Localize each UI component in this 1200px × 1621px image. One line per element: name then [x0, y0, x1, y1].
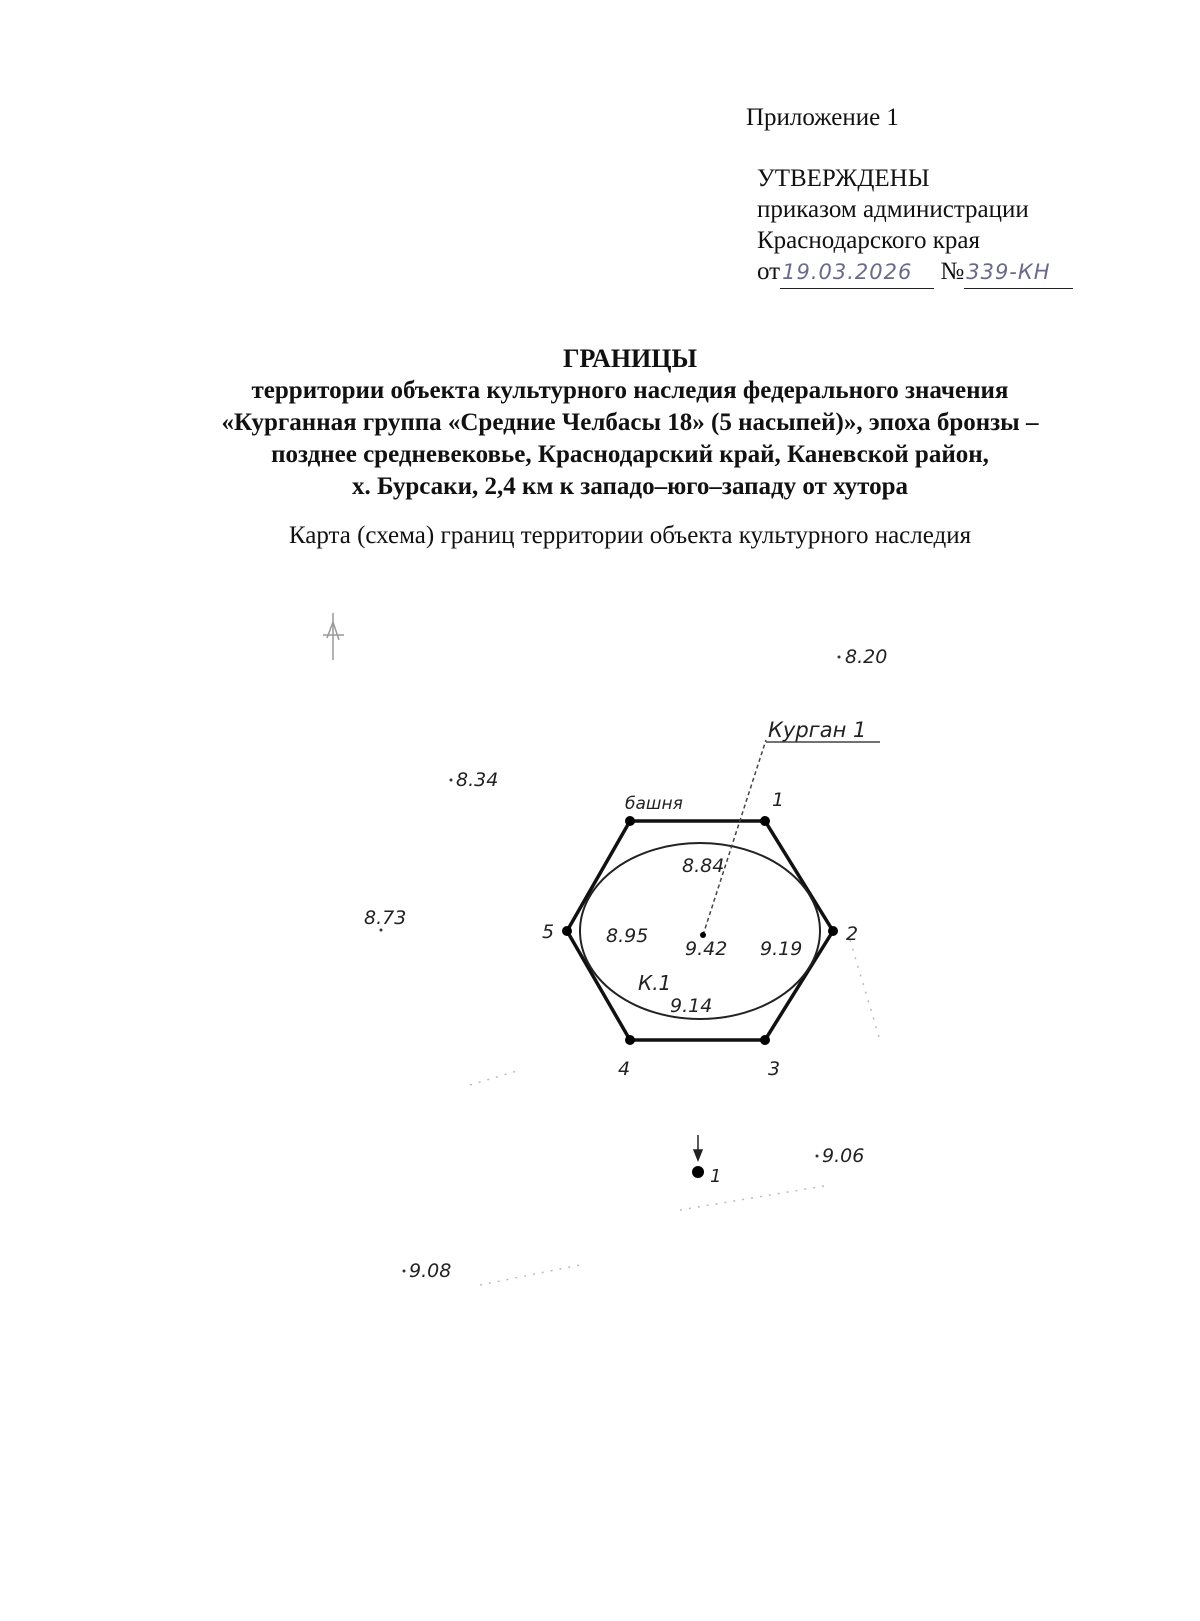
faint-lines	[470, 940, 880, 1285]
vertex-point-2	[828, 926, 838, 936]
elevation-9-19: 9.19	[760, 938, 803, 960]
elevation-9-42: 9.42	[685, 938, 728, 960]
title-line-3: позднее средневековье, Краснодарский край, Каневской район,	[271, 441, 989, 468]
benchmark-point	[692, 1166, 704, 1178]
tower-label: башня	[625, 794, 683, 814]
appendix-label: Приложение 1	[746, 104, 899, 131]
elevation-dot-8-34	[450, 779, 453, 782]
vertex-label-4: 4	[618, 1058, 631, 1080]
elevation-dot-8-73	[380, 929, 383, 932]
approval-order-line: приказом администрации	[757, 196, 1029, 223]
vertex-point-4	[625, 1035, 635, 1045]
map-subtitle: Карта (схема) границ территории объекта культурного наследия	[288, 522, 972, 549]
title-line-1: территории объекта культурного наследия федерального значения	[251, 377, 1009, 404]
kurgan-label: Курган 1	[768, 718, 867, 742]
elevation-8-95: 8.95	[606, 925, 649, 947]
title-line-4: х. Бурсаки, 2,4 км к западо–юго–западу от хутора	[351, 473, 909, 500]
elevation-9-06: 9.06	[822, 1145, 865, 1167]
elevation-9-14: 9.14	[670, 995, 713, 1017]
elevation-9-08: 9.08	[409, 1260, 452, 1282]
elevation-8-84: 8.84	[682, 855, 725, 877]
vertex-label-3: 3	[768, 1058, 781, 1080]
title-heading: ГРАНИЦЫ	[562, 344, 698, 373]
vertex-point-3	[760, 1035, 770, 1045]
vertex-point-tower	[625, 816, 635, 826]
approval-title: УТВЕРЖДЕНЫ	[757, 165, 930, 192]
elevation-8-73: 8.73	[364, 907, 407, 929]
benchmark-arrow-icon	[694, 1135, 702, 1160]
elevation-dot-8-20	[838, 656, 841, 659]
vertex-label-1: 1	[772, 789, 785, 811]
benchmark-label: 1	[710, 1166, 722, 1187]
vertex-label-5: 5	[542, 921, 555, 943]
approval-region-line: Краснодарского края	[757, 227, 980, 254]
vertex-point-5	[562, 926, 572, 936]
vertex-label-2: 2	[846, 923, 859, 945]
date-prefix: от	[757, 258, 781, 285]
mound-label: К.1	[638, 971, 672, 995]
north-arrow-icon	[323, 613, 344, 660]
number-prefix: №	[940, 258, 965, 285]
handwritten-number: 339-КН	[964, 257, 1073, 289]
elevation-dot-9-06	[816, 1155, 819, 1158]
elevation-dot-9-08	[403, 1270, 406, 1273]
handwritten-date: 19.03.2026	[780, 257, 934, 289]
kurgan-leader-line	[703, 740, 766, 935]
elevation-8-34: 8.34	[456, 769, 499, 791]
elevation-8-20: 8.20	[845, 646, 888, 668]
vertex-point-1	[760, 816, 770, 826]
title-line-2: «Курганная группа «Средние Челбасы 18» (5 насыпей)», эпоха бронзы –	[221, 409, 1039, 436]
